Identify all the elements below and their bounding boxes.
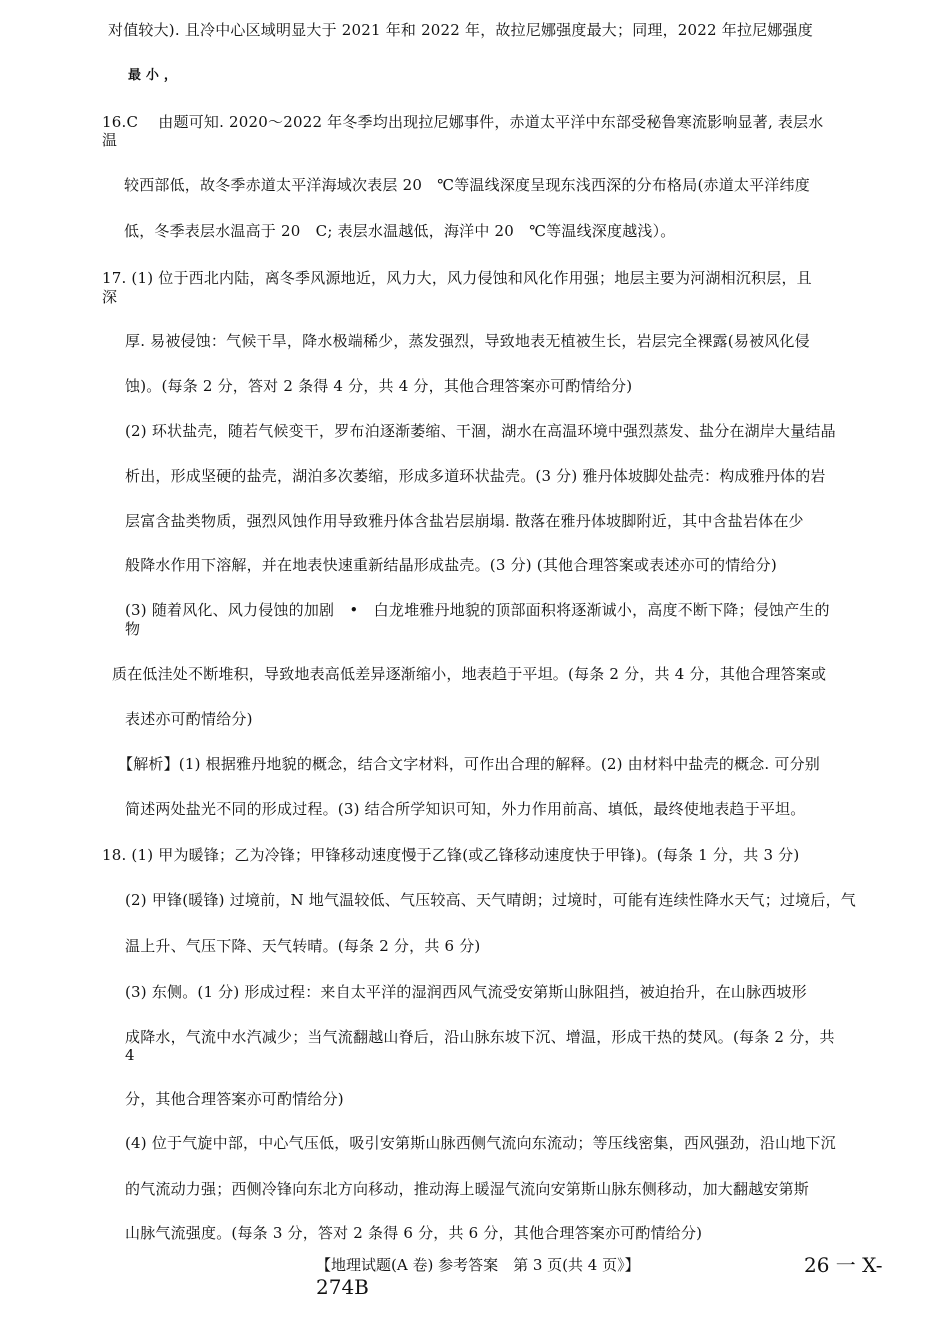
text-line: 分，其他合理答案亦可酌情给分)	[125, 1090, 344, 1108]
document-code	[316, 1253, 886, 1299]
text-line: 物	[125, 620, 141, 638]
text-line: (3) 随着风化、风力侵蚀的加剧 • 白龙堆雅丹地貌的顶部面积将逐渐诚小，高度不断下降；侵蚀产生的	[125, 601, 830, 619]
text-line: 低，冬季表层水温高于 20 C; 表层水温越低，海洋中 20 ℃等温线深度越浅）。	[124, 222, 676, 240]
document-code-text	[316, 1253, 886, 1299]
text-line: 析出，形成坚硬的盐壳，湖泊多次萎缩，形成多道环状盐壳。(3 分) 雅丹体坡脚处盐壳：构成雅丹体的岩	[125, 467, 826, 485]
text-line: 厚. 易被侵蚀：气候干旱，降水极端稀少，蒸发强烈，导致地表无植被生长，岩层完全裸露(易被风化侵	[125, 332, 810, 350]
text-line: 最 小 ，	[128, 68, 178, 83]
text-line: 般降水作用下溶解，并在地表快速重新结晶形成盐壳。(3 分) (其他合理答案或表述亦可的情给分)	[125, 556, 777, 574]
text-line: (3) 东侧。(1 分) 形成过程：来自太平洋的湿润西风气流受安第斯山脉阻挡，被迫抬升，在山脉西坡形	[125, 983, 807, 1001]
text-line: 简述两处盐光不同的形成过程。(3) 结合所学知识可知，外力作用前高、填低，最终使地表趋于平坦。	[125, 800, 806, 818]
text-line: 的气流动力强；西侧冷锋向东北方向移动，推动海上暖湿气流向安第斯山脉东侧移动，加大翻越安第斯	[125, 1180, 810, 1198]
text-line: 成降水，气流中水汽减少；当气流翻越山脊后，沿山脉东坡下沉、增温，形成干热的焚风。(每条 2 分，共	[125, 1028, 835, 1046]
text-line: (2) 甲锋(暖锋) 过境前，N 地气温较低、气压较高、天气晴朗；过境时，可能有连续性降水天气；过境后，气	[125, 891, 856, 909]
document-code-part: 26 一 X-	[804, 1253, 883, 1277]
text-line: 【解析】(1) 根据雅丹地貌的概念，结合文字材料，可作出合理的解释。(2) 由材料中盐壳的概念. 可分别	[118, 755, 820, 773]
text-line: 蚀)。(每条 2 分，答对 2 条得 4 分，共 4 分，其他合理答案亦可酌情给分)	[125, 377, 633, 395]
text-line: 17. (1) 位于西北内陆，离冬季风源地近，风力大，风力侵蚀和风化作用强；地层主要为河湖相沉积层，且	[102, 269, 812, 287]
text-line: (4) 位于气旋中部，中心气压低，吸引安第斯山脉西侧气流向东流动；等压线密集，西风强劲，沿山地下沉	[125, 1134, 836, 1152]
text-line: 深	[102, 288, 118, 306]
text-line: 16.C 由题可知. 2020～2022 年冬季均出现拉尼娜事件，赤道太平洋中东部受秘鲁寒流影响显著, 表层水	[102, 113, 824, 131]
text-line: 表述亦可酌情给分)	[125, 710, 253, 728]
text-line: (2) 环状盐壳，随若气候变干，罗布泊逐渐萎缩、干涸，湖水在高温环境中强烈蒸发、盐分在湖岸大量结晶	[125, 422, 836, 440]
document-code-part: 274B	[316, 1275, 369, 1299]
text-line: 18. (1) 甲为暖锋；乙为冷锋；甲锋移动速度慢于乙锋(或乙锋移动速度快于甲锋)。(每条 1 分，共 3 分)	[102, 846, 800, 864]
text-line: 山脉气流强度。(每条 3 分，答对 2 条得 6 分，共 6 分，其他合理答案亦可酌情给分)	[125, 1224, 703, 1242]
text-line: 温	[102, 131, 118, 149]
text-line: 温上升、气压下降、天气转晴。(每条 2 分，共 6 分)	[125, 937, 481, 955]
text-line: 4	[125, 1046, 135, 1064]
page-footer-label: 【地理试题(A 卷) 参考答案 第 3 页(共 4 页》】	[316, 1256, 640, 1274]
text-line: 对值较大). 且冷中心区域明显大于 2021 年和 2022 年，故拉尼娜强度最大；同理，2022 年拉尼娜强度	[108, 21, 813, 39]
text-line: 层富含盐类物质，强烈风蚀作用导致雅丹体含盐岩层崩塌. 散落在雅丹体坡脚附近，其中含盐岩体在少	[125, 512, 804, 530]
text-line: 较西部低，故冬季赤道太平洋海域次表层 20 ℃等温线深度呈现东浅西深的分布格局(赤道太平洋纬度	[124, 176, 810, 194]
text-line: 质在低洼处不断堆积，导致地表高低差异逐渐缩小，地表趋于平坦。(每条 2 分，共 4 分，其他合理答案或	[112, 665, 827, 683]
